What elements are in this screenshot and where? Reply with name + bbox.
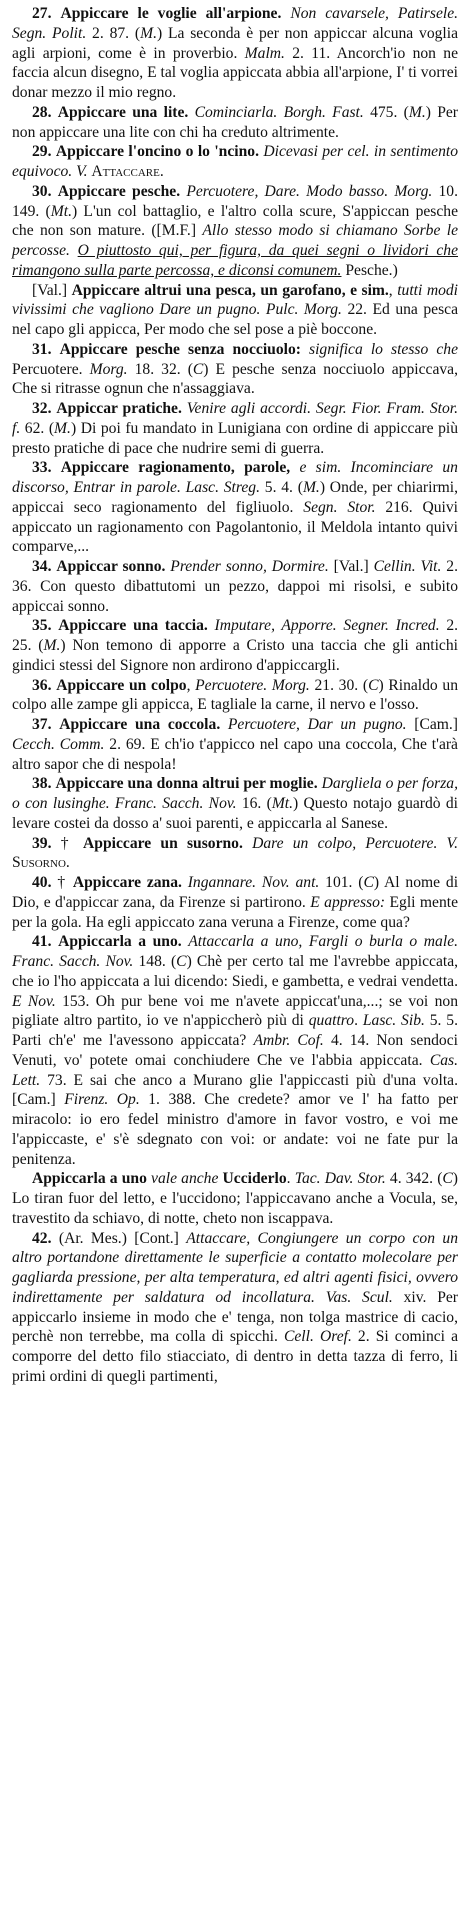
entry-41: 41. Appiccarla a uno. Attaccarla a uno, Fargli o burla o male. Franc. Sacch. Nov. 148. (C) Chè per certo tal me l'avrebbe appiccata, che io l'ho appiccata a lui dicendo: Siedi, e gambetta, e vedrai vendetta. E Nov. 153. Oh pur bene voi me n'avete appiccat'una,...; se voi non pigliate altro partito, io ve n'appiccherò più di quattro. Lasc. Sib. 5. 5. Parti ch'e' me l'avessono appiccata? Ambr. Cof. 4. 14. Non sendoci Venuti, vo' potete omai conchiudere Che ve l'abbia appiccata. Cas. Lett. 73. E sai che anco a Murano glie l'appiccasti più d'una volta. [Cam.] Firenz. Op. 1. 388. Che credete? amor ve l' ha fatto per miracolo: io ero fedel ministro d'amore in favor vostro, e voi me l'appiccaste, e' s'è sdegnato con voi: or andate: voi ne fate pur la penitenza. (12, 933, 459, 1168)
entry-33: 33. Appiccare ragionamento, parole, e sim. Incominciare un discorso, Entrar in parole. Lasc. Streg. 5. 4. (M.) Onde, per chiarirmi, appiccai seco ragionamento del figliuolo. Segn. Stor. 216. Quivi appiccato un ragionamento con Pagolantonio, il Meldola intanto quivi comparve,... (12, 459, 458, 556)
entry-32: 32. Appiccar pratiche. Venire agli accordi. Segr. Fior. Fram. Stor. f. 62. (M.) Di poi fu mandato in Lunigiana con ordine di appiccare più presto pratiche di pace che nudrire semi di guerra. (12, 400, 458, 457)
entry-42: 42. (Ar. Mes.) [Cont.] Attaccare, Congiungere un corpo con un altro portandone direttamente le superficie a contatto molecolare per gagliarda pressione, per alta temperatura, ed altri agenti fisici, ovvero indirettamente per saldatura od incollatura. Vas. Scul. xiv. Per appiccarlo insieme in modo che e' tenga, non tolga mastrice di cacio, perchè non terrebbe, ma colla di spicchi. Cell. Oref. 2. Si cominci a comporre del detto filo stiacciato, di dentro in detta tazza di ferro, li primi ordini di quegli partimenti, (12, 1229, 459, 1385)
entry-28: 28. Appiccare una lite. Cominciarla. Borgh. Fast. 475. (M.) Per non appiccare una lite con chi ha creduto altrimente. (12, 103, 458, 141)
entry-27: 27. Appiccare le voglie all'arpione. Non cavarsele, Patirsele. Segn. Polit. 2. 87. (M.) La seconda è per non appiccar alcuna voglia agli arpioni, come è in proverbio. Malm. 2. 11. Ancorch'io non ne faccia alcun disegno, E tal voglia appiccata abbia all'arpione, I' ti vorrei donar mezzo il mio regno. (12, 5, 459, 101)
entry-34: 34. Appiccar sonno. Prender sonno, Dormire. [Val.] Cellin. Vit. 2. 36. Con questo dibattutomi un pezzo, dappoi mi risolsi, e subito appiccai sonno. (12, 558, 458, 615)
entry-29: 29. Appiccare l'oncino o lo 'ncino. Dicevasi per cel. in sentimento equivoco. V. Attaccare. (12, 143, 458, 180)
entry-31: 31. Appiccare pesche senza nocciuolo: significa lo stesso che Percuotere. Morg. 18. 32. (C) E pesche senza nocciuolo appiccava, Che si ritrasse ognun che n'assaggiava. (12, 340, 458, 398)
entry-30-subentry-pesca: [Val.] Appiccare altrui una pesca, un garofano, e sim., tutti modi vivissimi che vagliono Dare un pugno. Pulc. Morg. 22. Ed una pesca nel capo gli appicca, Per modo che sel pose a piè boccone. (12, 281, 459, 338)
entry-37: 37. Appiccare una coccola. Percuotere, Dar un pugno. [Cam.] Cecch. Comm. 2. 69. E ch'io t'appicco nel capo una coccola, Che t'arà altro sapor che di nespola! (12, 716, 458, 773)
entry-35: 35. Appiccare una taccia. Imputare, Apporre. Segner. Incred. 2. 25. (M.) Non temono di apporre a Cristo una taccia che gli antichi gindici stessi del Signore non ardirono d'appiccargli. (12, 617, 459, 674)
entry-41-subentry-ucciderlo: Appiccarla a uno vale anche Ucciderlo. Tac. Dav. Stor. 4. 342. (C) Lo tiran fuor del letto, e l'uccidono; l'appiccavano anche a Vocula, se, travestito da schiavo, di notte, cheto non iscappava. (12, 1170, 458, 1227)
entry-39: 39. † Appiccare un susorno. Dare un colpo, Percuotere. V. Susorno. (12, 834, 458, 872)
entry-38: 38. Appiccare una donna altrui per moglie. Dargliela o per forza, o con lusinghe. Franc. Sacch. Nov. 16. (Mt.) Questo notajo guardò di levare costei da dosso a' suoi parenti, e appiccarla al Sanese. (12, 775, 459, 832)
entry-40: 40. † Appiccare zana. Ingannare. Nov. ant. 101. (C) Al nome di Dio, e d'appiccar zana, da Firenze si partirono. E appresso: Egli mente per la gola. Ha egli appiccato zana veruna a Firenze, come qua? (12, 874, 459, 931)
entry-30: 30. Appiccare pesche. Percuotere, Dare. Modo basso. Morg. 10. 149. (Mt.) L'un col battaglio, e l'altro colla scure, S'appiccan pesche che non son mature. ([M.F.] Allo stesso modo si chiamano Sorbe le percosse. O piuttosto qui, per figura, da quei segni o lividori che rimangono sulla parte percossa, e diconsi comunem. Pesche.) (12, 182, 459, 279)
entry-36: 36. Appiccare un colpo, Percuotere. Morg. 21. 30. (C) Rinaldo un colpo alle zampe gli appicca, E tagliale la carne, il nervo e l'osso. (12, 676, 458, 714)
